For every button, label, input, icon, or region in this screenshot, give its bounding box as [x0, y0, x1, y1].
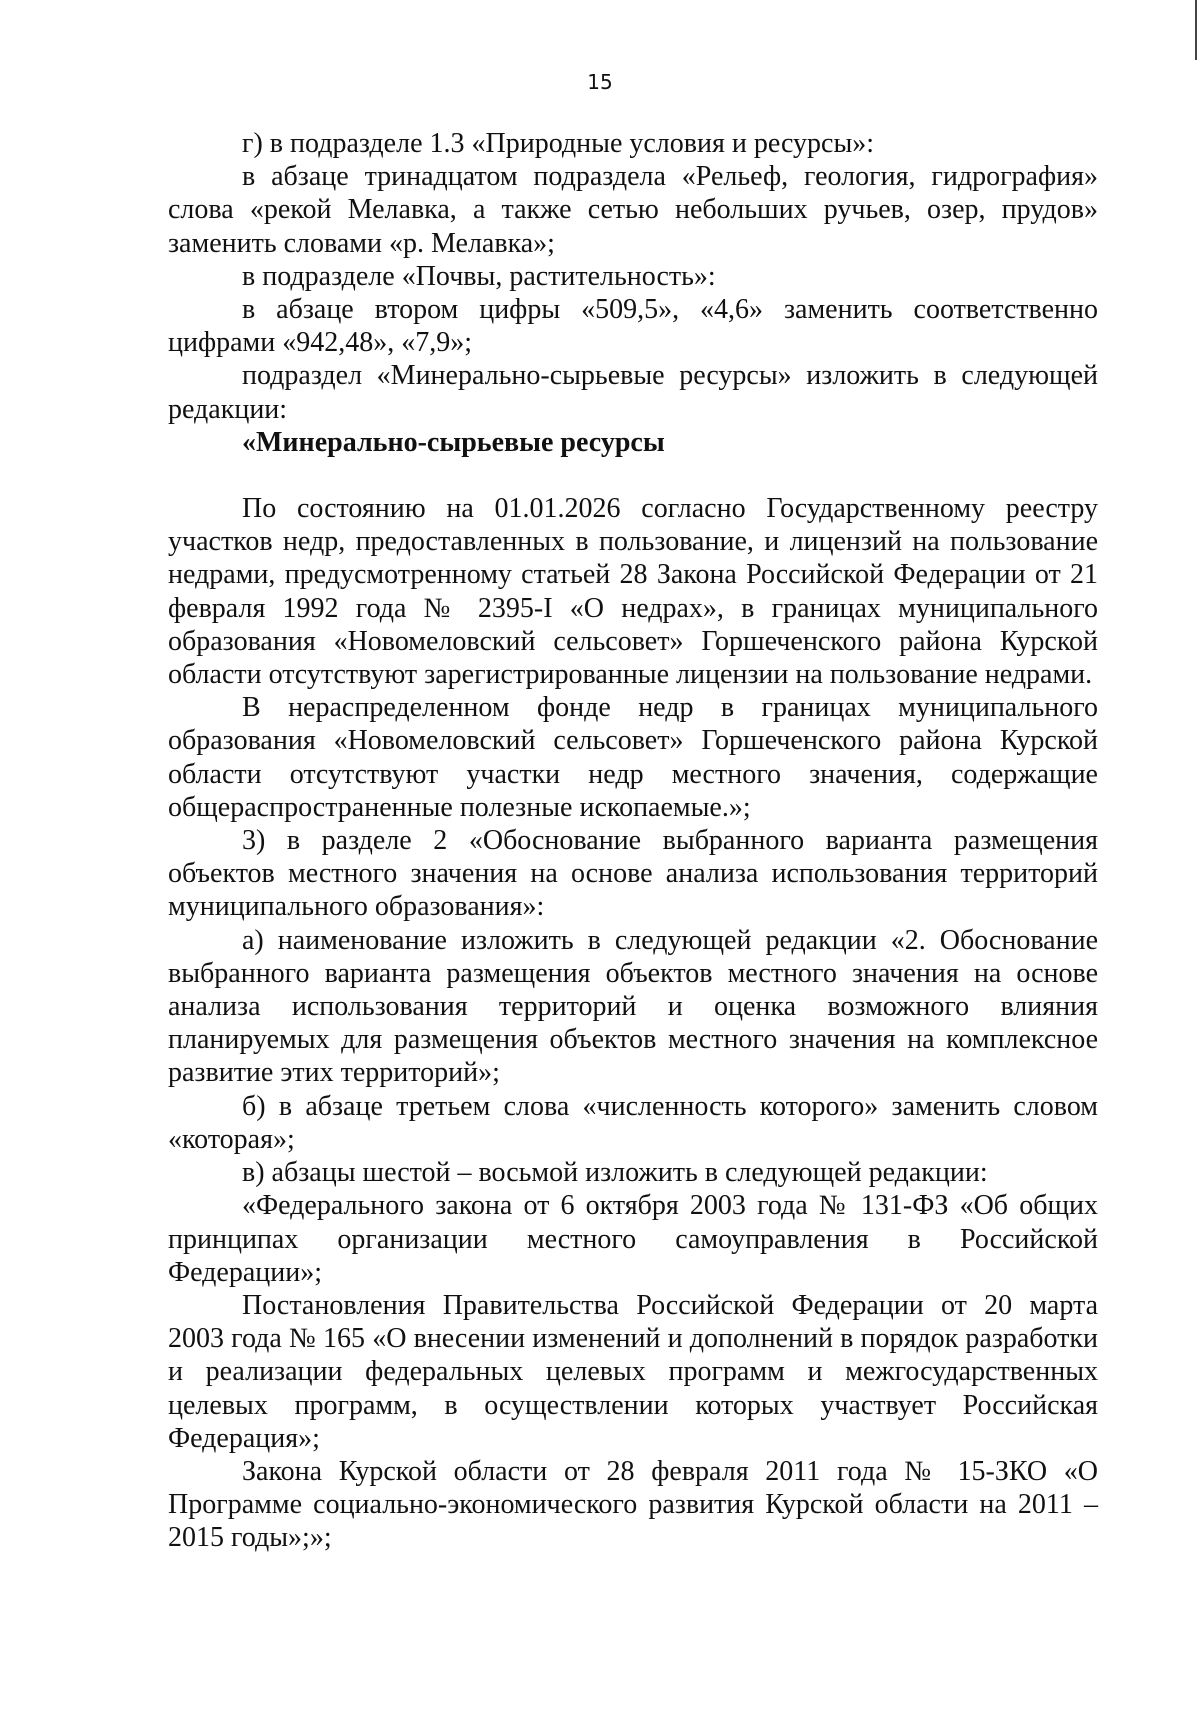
paragraph-item-b: б) в абзаце третьем слова «численность которого» заменить словом «которая»; — [168, 1090, 1098, 1155]
paragraph-kursk-law: Закона Курской области от 28 февраля 2011 года № 15-ЗКО «О Программе социально-экономического развития Курской области на 2011 – 2015 годы»;»; — [168, 1455, 1098, 1554]
paragraph-relief-amendment: в абзаце тринадцатом подраздела «Рельеф, геология, гидрография» слова «рекой Мелавка, а также сетью небольших ручьев, озер, прудов» заменить словами «р. Мелавка»; — [168, 161, 1098, 259]
paragraph-section-2: 3) в разделе 2 «Обоснование выбранного варианта размещения объектов местного значения на основе анализа использования территорий муниципального образования»: — [168, 825, 1098, 923]
paragraph-subsection-1-3: г) в подразделе 1.3 «Природные условия и ресурсы»: — [242, 128, 875, 159]
paragraph-government-decree: Постановления Правительства Российской Федерации от 20 марта 2003 года № 165 «О внесении изменений и дополнений в порядок разработки и реализации федеральных целевых программ и межгосударственных целевых программ, в осуществлении которых участвует Российская Федерация»; — [168, 1289, 1098, 1454]
section-heading-mineral-resources: «Минерально-сырьевые ресурсы — [242, 426, 665, 458]
paragraph-unallocated-fund: В нераспределенном фонде недр в границах муниципального образования «Новомеловский сельсовет» Горшеченского района Курской области отсутствуют участки недр местного значения, содержащие общераспространенные полезные ископаемые.»; — [168, 692, 1098, 823]
paragraph-federal-law: «Федерального закона от 6 октября 2003 года № 131-ФЗ «Об общих принципах организации местного самоуправления в Российской Федерации»; — [168, 1190, 1098, 1288]
paragraph-soils-subsection: в подразделе «Почвы, растительность»: — [242, 260, 716, 292]
paragraph-state-registry: По состоянию на 01.01.2026 согласно Государственному реестру участков недр, предоставленных в пользование, и лицензий на пользование недрами, предусмотренному статьей 28 Закона Российской Федерации от 21 февраля 1992 года № 2395-I «О недрах», в границах муниципального образования «Новомеловский сельсовет» Горшеченского района Курской области отсутствуют зарегистрированные лицензии на пользование недрами. — [168, 493, 1098, 691]
page-number: 15 — [587, 70, 613, 94]
paragraph-item-v: в) абзацы шестой – восьмой изложить в следующей редакции: — [242, 1157, 988, 1189]
scan-edge-line — [1195, 0, 1197, 60]
paragraph-figures-amendment: в абзаце втором цифры «509,5», «4,6» заменить соответственно цифрами «942,48», «7,9»; — [168, 294, 1098, 359]
paragraph-mineral-intro: подраздел «Минерально-сырьевые ресурсы» изложить в следующей редакции: — [168, 360, 1098, 425]
document-body — [168, 127, 1098, 1555]
paragraph-item-a: а) наименование изложить в следующей редакции «2. Обоснование выбранного варианта размещения объектов местного значения на основе анализа использования территорий и оценка возможного влияния планируемых для размещения объектов местного значения на комплексное развитие этих территорий»; — [168, 924, 1098, 1089]
